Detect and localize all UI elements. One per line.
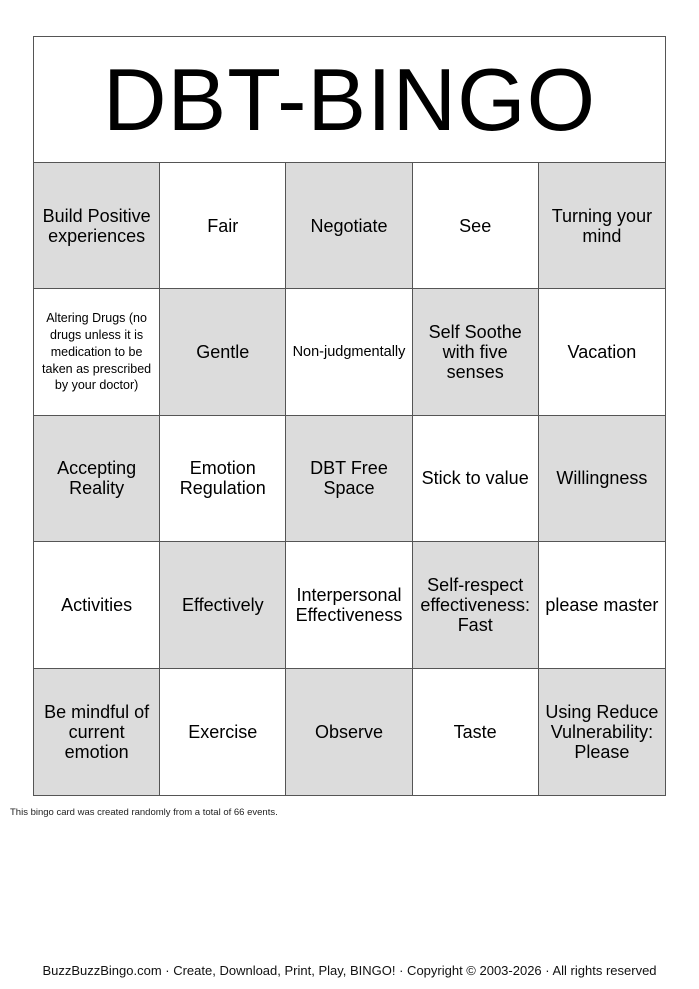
bingo-cell: Be mindful of current emotion	[34, 669, 160, 795]
bingo-cell: Observe	[286, 669, 412, 795]
bingo-cell: Willingness	[539, 416, 665, 542]
bingo-cell: Altering Drugs (no drugs unless it is medication to be taken as prescribed by your doctor)	[34, 289, 160, 415]
card-title: DBT-BINGO	[34, 37, 665, 163]
bingo-cell: Gentle	[160, 289, 286, 415]
bingo-cell: See	[413, 163, 539, 289]
bingo-cell: Stick to value	[413, 416, 539, 542]
bingo-cell: Taste	[413, 669, 539, 795]
bingo-cell: please master	[539, 542, 665, 668]
bingo-grid	[34, 163, 665, 795]
bingo-cell: Negotiate	[286, 163, 412, 289]
bingo-cell: Non-judgmentally	[286, 289, 412, 415]
bingo-cell: Emotion Regulation	[160, 416, 286, 542]
page-footer: BuzzBuzzBingo.com · Create, Download, Print, Play, BINGO! · Copyright © 2003-2026 · All rights reserved	[42, 963, 657, 978]
bingo-cell: Turning your mind	[539, 163, 665, 289]
bingo-cell: Effectively	[160, 542, 286, 668]
bingo-card	[33, 36, 666, 796]
generation-note: This bingo card was created randomly from a total of 66 events.	[10, 807, 278, 818]
bingo-cell: Vacation	[539, 289, 665, 415]
bingo-cell: Exercise	[160, 669, 286, 795]
free-space-cell: DBT Free Space	[286, 416, 412, 542]
bingo-cell: Activities	[34, 542, 160, 668]
bingo-cell: Self-respect effectiveness: Fast	[413, 542, 539, 668]
bingo-cell: Self Soothe with five senses	[413, 289, 539, 415]
bingo-cell: Accepting Reality	[34, 416, 160, 542]
bingo-cell: Using Reduce Vulnerability: Please	[539, 669, 665, 795]
bingo-cell: Build Positive experiences	[34, 163, 160, 289]
bingo-cell: Interpersonal Effectiveness	[286, 542, 412, 668]
bingo-cell: Fair	[160, 163, 286, 289]
